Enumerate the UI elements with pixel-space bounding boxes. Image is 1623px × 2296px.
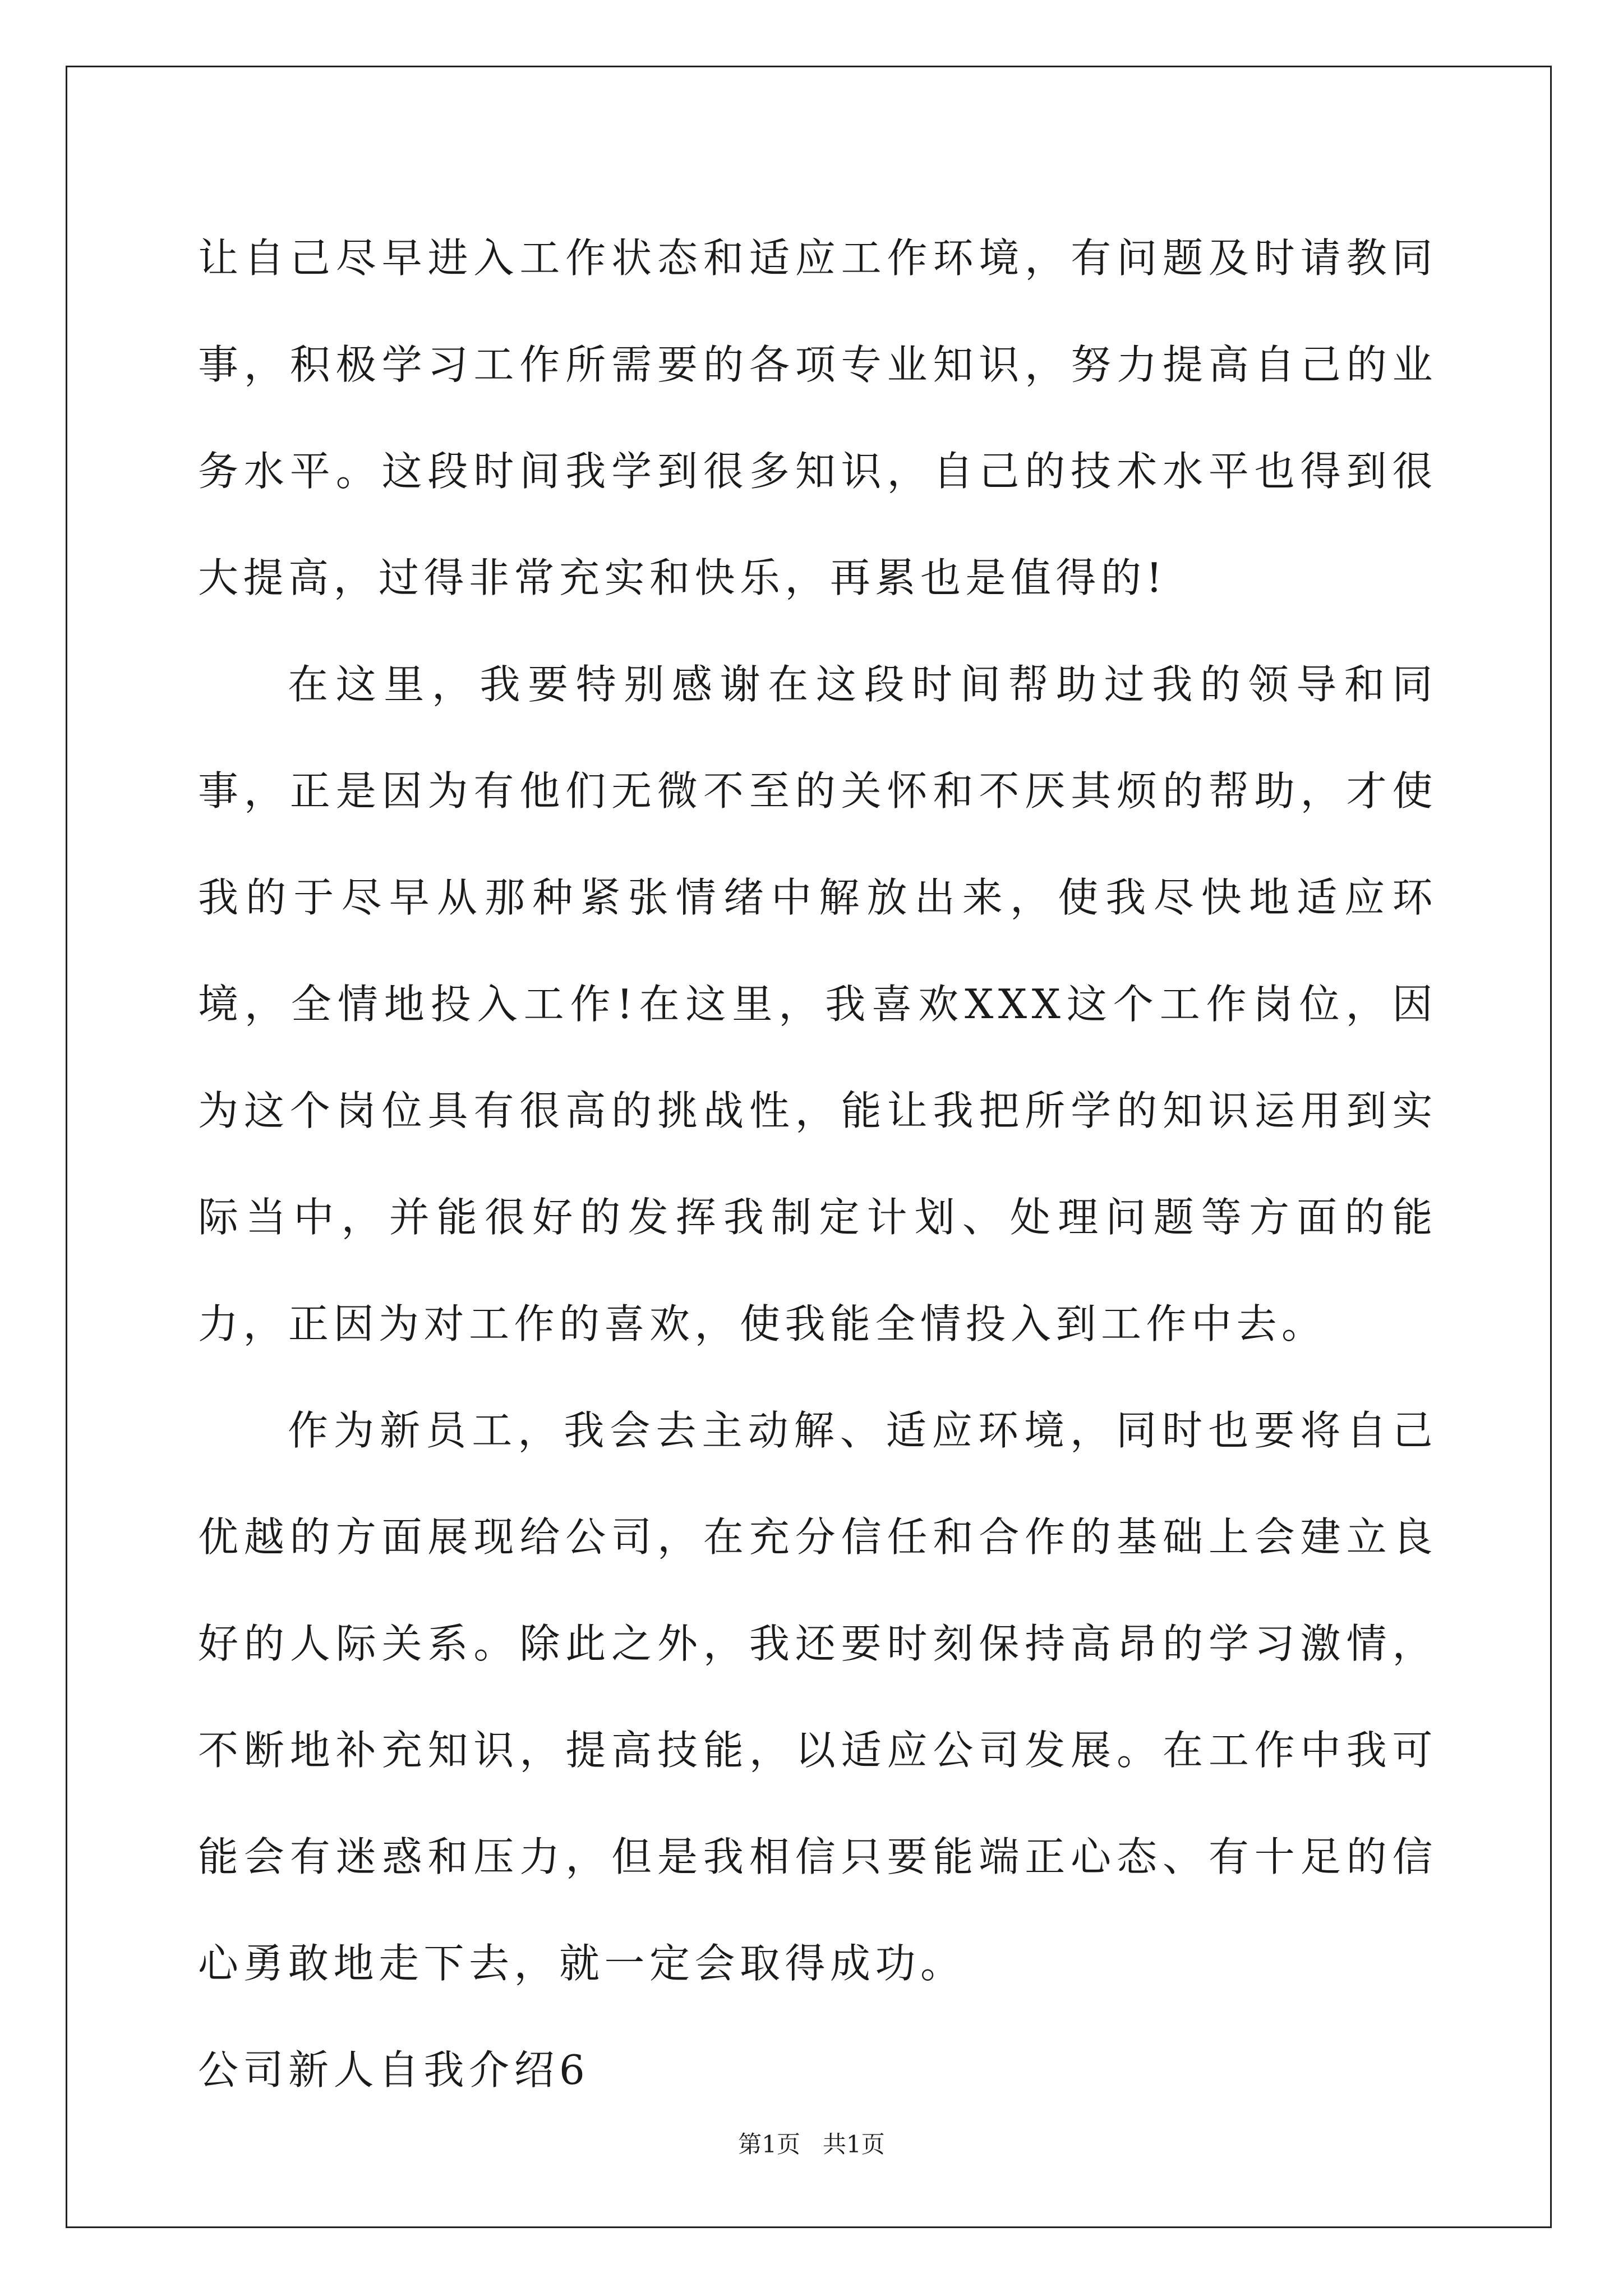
paragraph-2: 在这里，我要特别感谢在这段时间帮助过我的领导和同事，正是因为有他们无微不至的关怀和不厌其烦的帮助，才使我的于尽早从那种紧张情绪中解放出来，使我尽快地适应环境，全情地投入工作!在这里，我喜欢XXX这个工作岗位，因为这个岗位具有很高的挑战性，能让我把所学的知识运用到实际当中，并能很好的发挥我制定计划、处理问题等方面的能力，正因为对工作的喜欢，使我能全情投入到工作中去。: [198, 661, 1437, 1347]
paragraph-1: 让自己尽早进入工作状态和适应工作环境，有问题及时请教同事，积极学习工作所需要的各项专业知识，努力提高自己的业务水平。这段时间我学到很多知识，自己的技术水平也得到很大提高，过得非常充实和快乐，再累也是值得的!: [198, 234, 1437, 601]
page-number: 第1页: [738, 2131, 800, 2158]
document-body: [198, 205, 1437, 2123]
paragraph-3: 作为新员工，我会去主动解、适应环境，同时也要将自己优越的方面展现给公司，在充分信任和合作的基础上会建立良好的人际关系。除此之外，我还要时刻保持高昂的学习激情，不断地补充知识，提高技能，以适应公司发展。在工作中我可能会有迷惑和压力，但是我相信只要能端正心态、有十足的信心勇敢地走下去，就一定会取得成功。: [198, 1407, 1437, 1987]
section-heading: 公司新人自我介绍6: [198, 2046, 590, 2093]
page-footer: [0, 2126, 1623, 2160]
page-total: 共1页: [823, 2131, 885, 2158]
